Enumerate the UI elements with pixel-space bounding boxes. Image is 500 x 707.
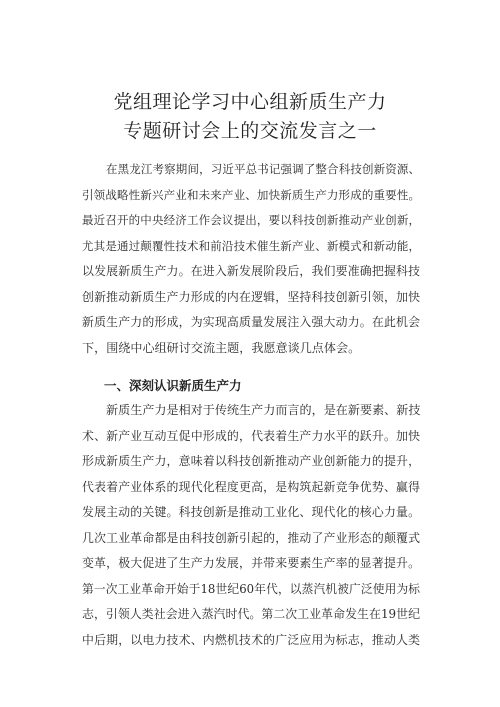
paragraph-line: 第一次工业革命开始于18世纪60年代，以蒸汽机被广泛使用为标: [82, 582, 420, 596]
paragraph-line: 尤其是通过颠覆性技术和前沿技术催生新产业、新模式和新动能，: [82, 239, 420, 253]
paragraph-line: 新质生产力的形成，为实现高质量发展注入强大动力。在此机会: [82, 315, 420, 329]
section-heading: 一、深刻认识新质生产力: [104, 378, 242, 393]
paragraph-line: 发展主动的关键。科技创新是推动工业化、现代化的核心力量。: [82, 505, 420, 519]
paragraph-line: 下，围绕中心组研讨交流主题，我愿意谈几点体会。: [82, 341, 361, 355]
paragraph-line: 创新推动新质生产力形成的内在逻辑，坚持科技创新引领，加快: [82, 290, 420, 304]
paragraph-line: 几次工业革命都是由科技创新引起的，推动了产业形态的颠覆式: [82, 531, 420, 545]
document-title-line-1: 党组理论学习中心组新质生产力: [113, 91, 387, 113]
paragraph-line: 引领战略性新兴产业和未来产业、加快新质生产力形成的重要性。: [82, 188, 420, 202]
paragraph-line: 形成新质生产力，意味着以科技创新推动产业创新能力的提升，: [82, 454, 420, 468]
paragraph-line: 变革，极大促进了生产力发展，并带来要素生产率的显著提升。: [82, 556, 420, 570]
paragraph-line: 志，引领人类社会进入蒸汽时代。第二次工业革命发生在19世纪: [82, 607, 420, 621]
paragraph-line: 最近召开的中央经济工作会议提出，要以科技创新推动产业创新，: [82, 213, 420, 227]
paragraph-line: 代表着产业体系的现代化程度更高，是构筑起新竞争优势、赢得: [82, 480, 420, 494]
paragraph-line: 术、新产业互动互促中形成的，代表着生产力水平的跃升。加快: [82, 429, 420, 443]
paragraph-line: 在黑龙江考察期间，习近平总书记强调了整合科技创新资源、: [106, 162, 420, 176]
paragraph-line: 中后期，以电力技术、内燃机技术的广泛应用为标志，推动人类: [82, 633, 420, 647]
paragraph-line: 以发展新质生产力。在进入新发展阶段后，我们要准确把握科技: [82, 264, 420, 278]
document-title-line-2: 专题研讨会上的交流发言之一: [123, 120, 377, 142]
paragraph-line: 新质生产力是相对于传统生产力而言的，是在新要素、新技: [106, 403, 421, 417]
